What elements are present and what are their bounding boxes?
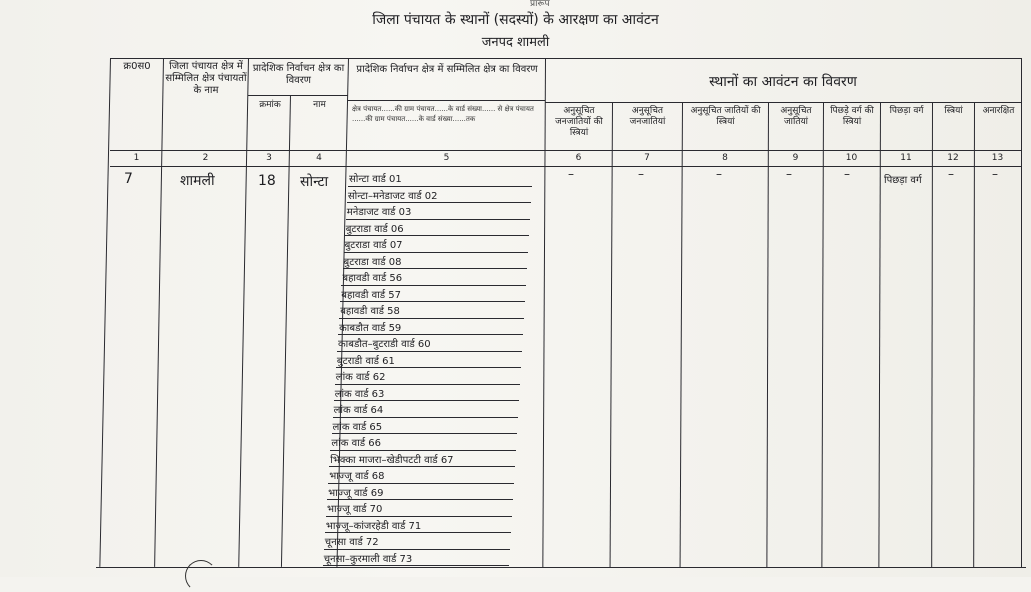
colnum-1: 1 xyxy=(133,153,140,163)
header-st-women: अनुसूचित जनजातियों की स्त्रियां xyxy=(555,106,603,138)
col-border-12 xyxy=(973,102,975,567)
ward-row-border xyxy=(324,549,510,550)
col-border-0 xyxy=(99,58,111,567)
ward-item: लांक वार्ड 63 xyxy=(334,388,385,400)
ward-row-border xyxy=(333,417,518,418)
col-border-5 xyxy=(542,58,546,567)
table-bottom-border xyxy=(96,567,1026,568)
ward-row-border xyxy=(347,202,531,203)
header-allocation-group: स्थानों का आवंटन का विवरण xyxy=(709,74,857,90)
header-constituency-name: नाम xyxy=(313,100,326,110)
col-border-8 xyxy=(766,102,769,567)
ward-item: बहावडी वार्ड 57 xyxy=(341,289,401,301)
col-border-1 xyxy=(154,58,164,567)
col-border-11 xyxy=(931,102,933,567)
signature-mark xyxy=(185,560,217,592)
ward-row-border xyxy=(328,483,514,484)
ward-row-border xyxy=(336,367,521,368)
cell-sc-women: – xyxy=(716,167,722,181)
header-panchayat-name: जिला पंचायत क्षेत्र में सम्मिलित क्षेत्र पंचायतों के नाम xyxy=(165,61,247,96)
table-top-border xyxy=(110,58,1022,59)
col5-divider xyxy=(348,100,545,101)
cell-obc: पिछड़ा वर्ग xyxy=(884,175,922,186)
header-obc-women: पिछड़े वर्ग की स्त्रियां xyxy=(830,106,874,127)
col-border-7 xyxy=(680,102,683,567)
col3-4-divider xyxy=(248,95,348,96)
col-border-6 xyxy=(610,102,613,567)
header-sc: अनुसूचित जातियां xyxy=(780,106,812,127)
ward-item: बुटराडी वार्ड 61 xyxy=(336,355,395,367)
ward-item: भाज्जू वार्ड 68 xyxy=(329,471,385,482)
ward-row-border xyxy=(341,285,526,286)
ward-item: सोन्टा–मनेडाजट वार्ड 02 xyxy=(347,190,438,202)
allocation-group-divider xyxy=(545,102,1021,103)
header-sc-women: अनुसूचित जातियों की स्त्रियां xyxy=(690,106,761,127)
ward-row-border xyxy=(329,466,515,467)
colnum-7: 7 xyxy=(644,153,650,163)
cell-st-women: – xyxy=(568,167,574,181)
cell-obc-women: – xyxy=(844,167,850,181)
ward-item: भाज्जू वार्ड 70 xyxy=(327,504,383,515)
ward-item: बुटराडा वार्ड 07 xyxy=(344,240,403,251)
ward-item: काबडौत–बुटराडी वार्ड 60 xyxy=(338,339,431,350)
colnum-5: 5 xyxy=(443,153,450,163)
ward-row-border xyxy=(344,252,528,253)
ward-item: लांक वार्ड 62 xyxy=(335,372,386,383)
colnum-8: 8 xyxy=(722,153,728,163)
header-women: स्त्रियां xyxy=(944,106,963,116)
ward-row-border xyxy=(325,532,511,533)
col-border-2 xyxy=(238,58,249,567)
header-st: अनुसूचित जनजातियां xyxy=(629,106,666,127)
ward-row-border xyxy=(346,219,530,220)
ward-item: भाज्जू–कांजरहेडी वार्ड 71 xyxy=(325,520,422,532)
cell-women: – xyxy=(948,167,954,181)
ward-row-border xyxy=(338,334,523,335)
ward-item: बुटराडा वार्ड 08 xyxy=(343,256,402,268)
header-unreserved: अनारक्षित xyxy=(982,106,1015,116)
ward-item: काबडौत वार्ड 59 xyxy=(339,322,402,334)
document-subtitle: जनपद शामली xyxy=(481,35,550,50)
ward-item: लांक वार्ड 66 xyxy=(331,438,382,449)
ward-item: चूनसा वार्ड 72 xyxy=(324,537,379,548)
row-constituency-no: 18 xyxy=(258,173,276,189)
header-ward-group: प्रादेशिक निर्वाचन क्षेत्र में सम्मिलित क्षेत्र का विवरण xyxy=(356,64,538,75)
ward-item: मनेडाजट वार्ड 03 xyxy=(346,207,412,218)
header-constituency-group: प्रादेशिक निर्वाचन क्षेत्र का विवरण xyxy=(252,63,345,86)
ward-item: सोन्टा वार्ड 01 xyxy=(349,174,402,185)
ward-row-border xyxy=(330,450,516,451)
row-panchayat: शामली xyxy=(180,173,215,189)
colnum-6: 6 xyxy=(575,153,582,163)
document-title: जिला पंचायत के स्थानों (सदस्यों) के आरक्षण का आवंटन xyxy=(372,12,659,28)
ward-row-border xyxy=(343,268,528,269)
row-constituency-name: सोन्टा xyxy=(300,174,329,190)
col-border-9 xyxy=(821,102,824,567)
ward-row-border xyxy=(337,351,522,352)
cell-sc: – xyxy=(786,167,792,181)
ward-row-border xyxy=(348,186,532,187)
ward-row-border xyxy=(335,384,520,385)
colnum-12: 12 xyxy=(947,153,959,163)
ward-row-border xyxy=(323,565,509,566)
col-border-10 xyxy=(878,102,881,567)
row-serial: 7 xyxy=(124,171,133,187)
ward-item: बहावडी वार्ड 56 xyxy=(342,273,403,284)
col-border-13 xyxy=(1021,58,1022,567)
ward-item: भिक्का माजरा–खेडीपटटी वार्ड 67 xyxy=(330,454,454,466)
cell-unreserved: – xyxy=(992,167,998,181)
colnum-9: 9 xyxy=(792,153,799,163)
colnum-2: 2 xyxy=(202,153,209,163)
ward-item: लांक वार्ड 65 xyxy=(332,421,383,433)
ward-row-border xyxy=(334,400,519,401)
ward-row-border xyxy=(326,516,512,517)
colnum-10: 10 xyxy=(845,153,858,163)
ward-row-border xyxy=(339,318,524,319)
ward-row-border xyxy=(345,235,529,236)
ward-row-border xyxy=(327,499,513,500)
colnum-11: 11 xyxy=(900,153,912,163)
ward-item: चूनसा–कुरमाली वार्ड 73 xyxy=(323,553,413,565)
header-constituency-no: क्रमांक xyxy=(259,100,281,110)
header-obc: पिछड़ा वर्ग xyxy=(889,106,924,116)
colnum-13: 13 xyxy=(991,153,1004,163)
top-mark: प्रारूप xyxy=(530,0,550,9)
ward-item: लांक वार्ड 64 xyxy=(333,405,384,416)
header-serial: क्र0स0 xyxy=(123,61,151,72)
cell-st: – xyxy=(638,167,644,181)
ward-item: भाज्जू वार्ड 69 xyxy=(328,487,384,499)
colnum-3: 3 xyxy=(266,153,272,163)
colnum-4: 4 xyxy=(316,153,322,163)
ward-item: बहावडी वार्ड 58 xyxy=(340,306,400,317)
ward-item: बुटराडा वार्ड 06 xyxy=(345,223,404,235)
header-ward-description: क्षेत्र पंचायत......की ग्राम पंचायत......के वार्ड संख्या...... से क्षेत्र पंचायत ......की ग्राम पंचायत......के वार्ड संख्या......तक xyxy=(352,105,534,123)
ward-row-border xyxy=(332,433,518,434)
ward-row-border xyxy=(340,301,525,302)
